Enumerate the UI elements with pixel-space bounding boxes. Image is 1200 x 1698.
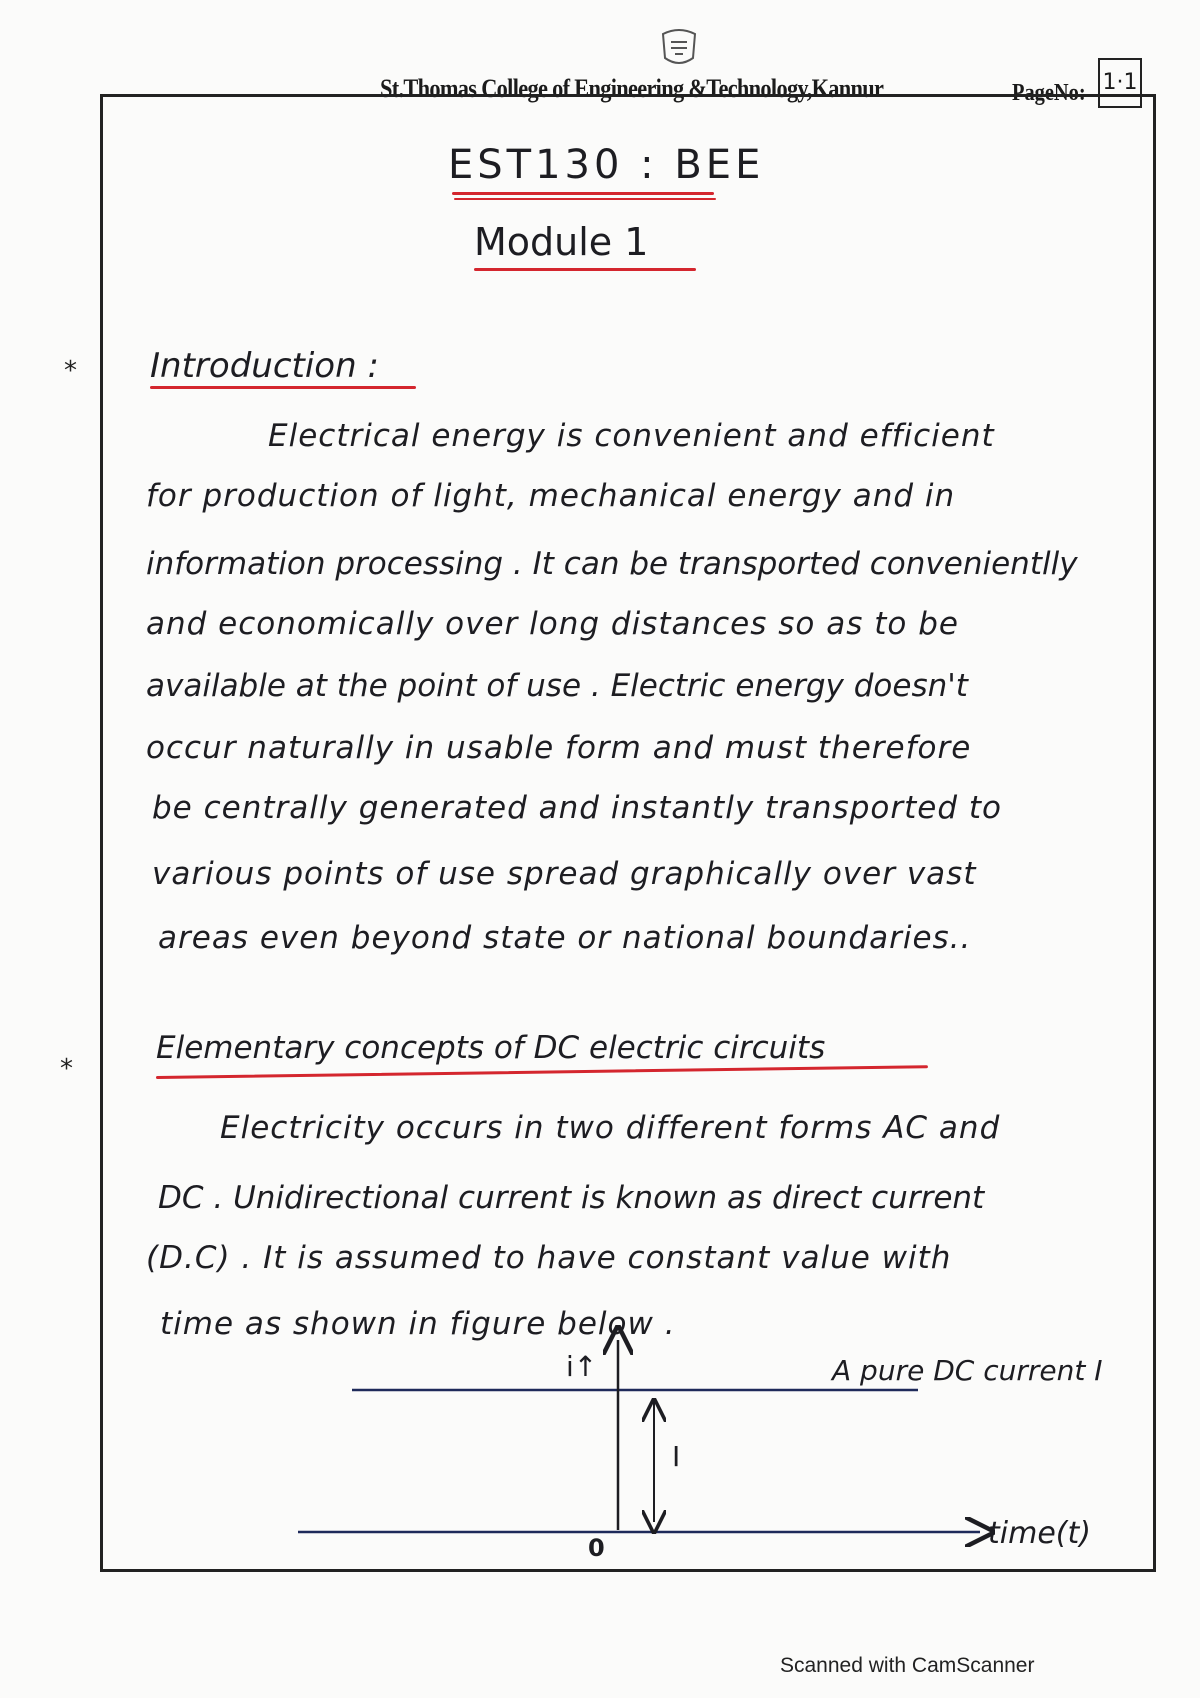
paragraph-line: Electricity occurs in two different forms AC and xyxy=(220,1110,1001,1146)
paragraph-line: for production of light, mechanical energy and in xyxy=(146,478,956,514)
paragraph-line: Electrical energy is convenient and efficient xyxy=(268,418,995,454)
paragraph-line: and economically over long distances so as to be xyxy=(146,606,959,642)
course-title: EST130 : BEE xyxy=(448,142,765,188)
time-axis-label: time(t) xyxy=(988,1516,1091,1551)
paragraph-line: be centrally generated and instantly transported to xyxy=(152,790,1002,826)
scanner-watermark: Scanned with CamScanner xyxy=(780,1654,1035,1677)
bullet-marker: * xyxy=(60,1054,73,1084)
current-magnitude-label: I xyxy=(672,1440,681,1473)
figure-caption: A pure DC current I xyxy=(832,1354,1103,1387)
paragraph-line: DC . Unidirectional current is known as direct current xyxy=(158,1180,985,1216)
page-number-label: PageNo: xyxy=(1012,80,1086,106)
section-heading-introduction: Introduction : xyxy=(150,346,379,386)
paragraph-line: areas even beyond state or national boundaries.. xyxy=(158,920,972,956)
section-heading-dc-circuits: Elementary concepts of DC electric circuits xyxy=(156,1030,826,1066)
module-title: Module 1 xyxy=(474,220,649,264)
page-number: 1·1 xyxy=(1098,58,1142,108)
paragraph-line: time as shown in figure below . xyxy=(160,1306,676,1342)
paragraph-line: available at the point of use . Electric energy doesn't xyxy=(146,668,968,704)
college-header: St.Thomas College of Engineering &Technology,Kannur xyxy=(380,74,884,103)
paragraph-line: various points of use spread graphically over vast xyxy=(152,856,977,892)
paragraph-line: information processing . It can be transported convenientlly xyxy=(146,546,1078,582)
bullet-marker: * xyxy=(64,356,77,386)
current-axis-label: i↑ xyxy=(566,1350,598,1383)
paragraph-line: (D.C) . It is assumed to have constant value with xyxy=(146,1240,952,1276)
origin-label: 0 xyxy=(588,1534,605,1562)
paragraph-line: occur naturally in usable form and must therefore xyxy=(146,730,972,766)
